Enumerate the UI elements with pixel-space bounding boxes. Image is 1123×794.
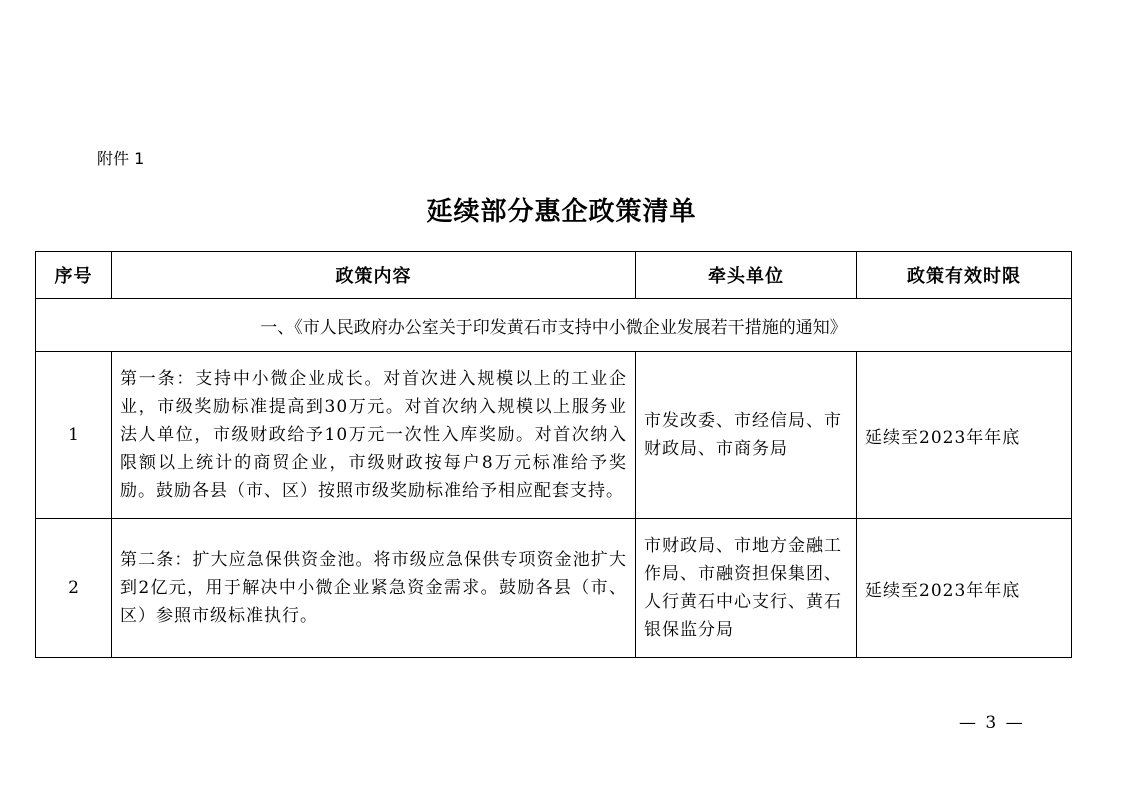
validity-cell: 延续至2023年年底: [857, 519, 1072, 658]
attachment-label: 附件 1: [97, 149, 145, 168]
header-serial-number: 序号: [36, 252, 112, 299]
table-row: [36, 352, 1072, 519]
policy-table: [35, 251, 1072, 658]
header-lead-unit: 牵头单位: [636, 252, 857, 299]
lead-unit-cell: 市财政局、市地方金融工作局、市融资担保集团、人行黄石中心支行、黄石银保监分局: [636, 519, 857, 658]
row-number: 1: [36, 352, 112, 519]
table-header-row: [36, 252, 1072, 299]
policy-content-cell: 第一条：支持中小微企业成长。对首次进入规模以上的工业企业，市级奖励标准提高到30万元。对首次纳入规模以上服务业法人单位，市级财政给予10万元一次性入库奖励。对首次纳入限额以上统计的商贸企业，市级财政按每户8万元标准给予奖励。鼓励各县（市、区）按照市级奖励标准给予相应配套支持。: [112, 352, 636, 519]
section-title: 一、《市人民政府办公室关于印发黄石市支持中小微企业发展若干措施的通知》: [36, 299, 1072, 352]
table-row: [36, 519, 1072, 658]
row-number: 2: [36, 519, 112, 658]
header-validity-period: 政策有效时限: [857, 252, 1072, 299]
lead-unit-cell: 市发改委、市经信局、市财政局、市商务局: [636, 352, 857, 519]
page-number: — 3 —: [959, 713, 1025, 733]
header-policy-content: 政策内容: [112, 252, 636, 299]
section-row: [36, 299, 1072, 352]
document-title: 延续部分惠企政策清单: [426, 197, 697, 227]
policy-content-cell: 第二条：扩大应急保供资金池。将市级应急保供专项资金池扩大到2亿元，用于解决中小微企业紧急资金需求。鼓励各县（市、区）参照市级标准执行。: [112, 519, 636, 658]
validity-cell: 延续至2023年年底: [857, 352, 1072, 519]
